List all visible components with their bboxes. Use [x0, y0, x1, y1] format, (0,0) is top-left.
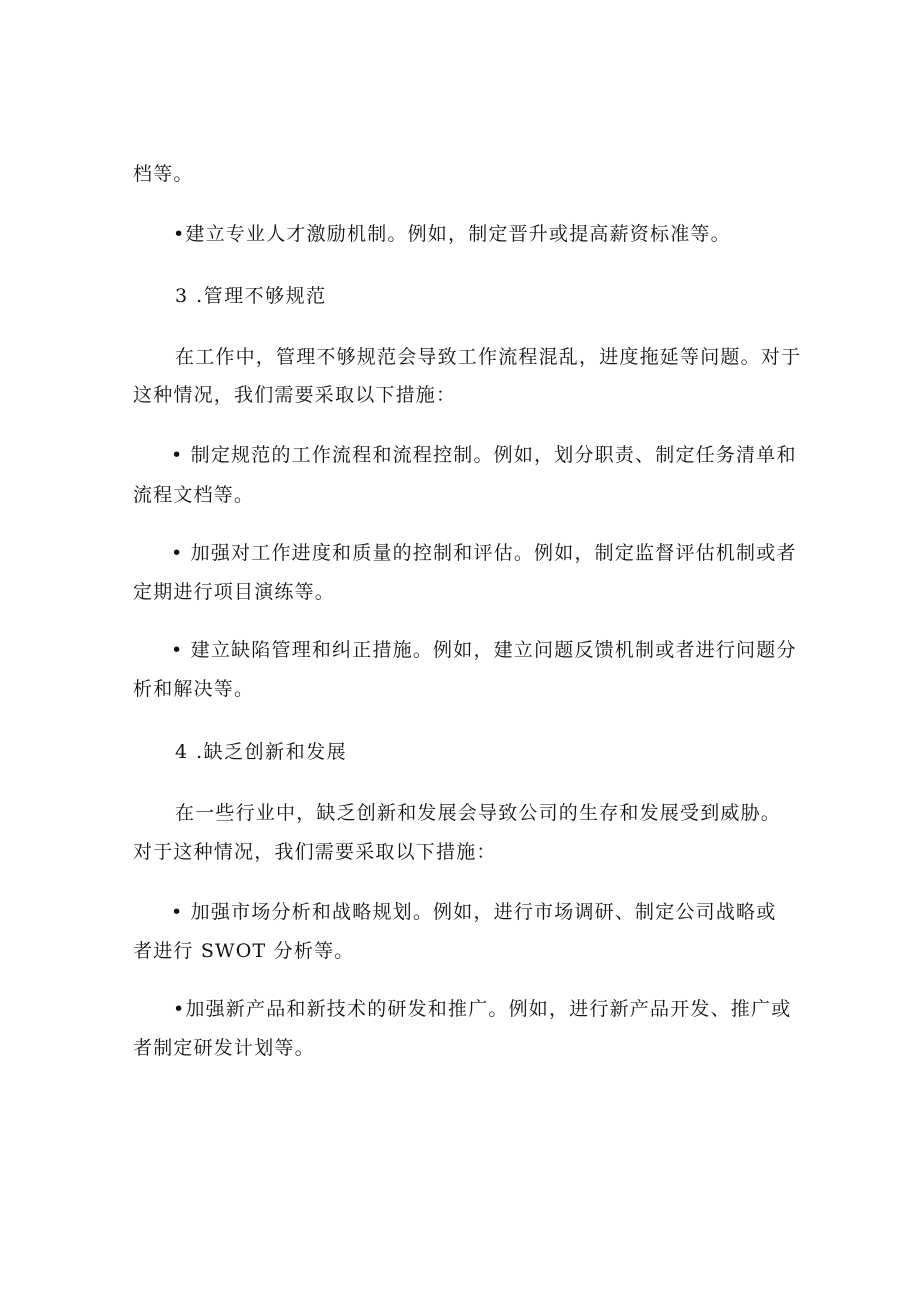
paragraph-line: 这种情况，我们需要采取以下措施：: [133, 384, 457, 406]
section-heading-3: 3 .管理不够规范: [175, 285, 327, 307]
bullet-item-continuation: 流程文档等。: [133, 484, 255, 506]
bullet-item-line: • 加强市场分析和战略规划。例如，进行市场调研、制定公司战略或: [171, 901, 777, 923]
bullet-item-line: •建立专业人才激励机制。例如，制定晋升或提高薪资标准等。: [173, 223, 731, 245]
section-heading-4: 4 .缺乏创新和发展: [175, 741, 348, 763]
paragraph-line: 对于这种情况，我们需要采取以下措施：: [133, 841, 497, 863]
bullet-item-continuation: 者进行 SWOT 分析等。: [133, 940, 355, 962]
bullet-item-line: • 建立缺陷管理和纠正措施。例如，建立问题反馈机制或者进行问题分: [171, 639, 797, 661]
bullet-item-continuation: 析和解决等。: [133, 678, 255, 700]
bullet-item-continuation: 定期进行项目演练等。: [133, 581, 336, 603]
paragraph-line: 在工作中，管理不够规范会导致工作流程混乱，进度拖延等问题。对于: [175, 346, 802, 368]
paragraph-line: 在一些行业中，缺乏创新和发展会导致公司的生存和发展受到威胁。: [175, 802, 782, 824]
paragraph-line: 档等。: [133, 163, 194, 185]
bullet-item-continuation: 者制定研发计划等。: [133, 1037, 315, 1059]
bullet-item-line: • 加强对工作进度和质量的控制和评估。例如，制定监督评估机制或者: [171, 542, 797, 564]
bullet-item-line: • 制定规范的工作流程和流程控制。例如，划分职责、制定任务清单和: [171, 444, 797, 466]
bullet-item-line: •加强新产品和新技术的研发和推广。例如，进行新产品开发、推广或: [173, 998, 792, 1020]
